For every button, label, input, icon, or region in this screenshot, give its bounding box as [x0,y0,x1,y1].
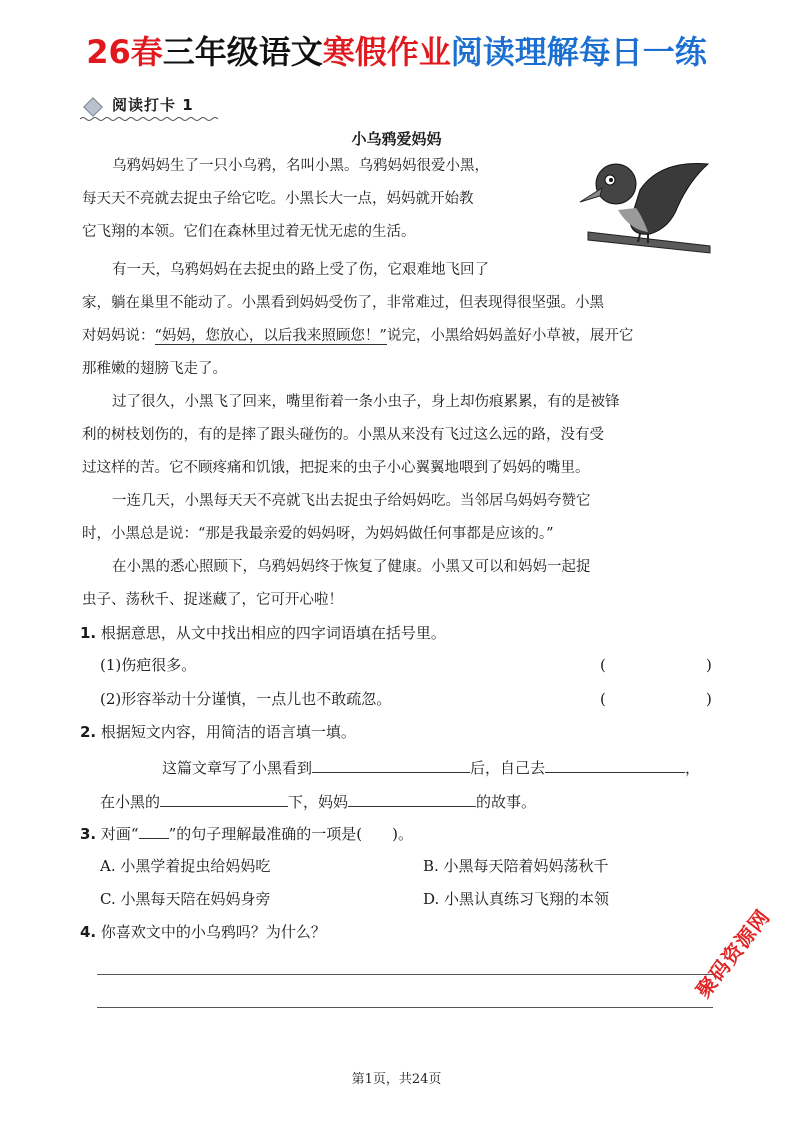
story-title: 小乌鸦爱妈妈 [351,130,442,148]
answer-paren-left: ( [600,656,606,674]
answer-paren-left: ( [600,690,606,708]
answer-paren-right: ) [706,656,712,674]
story-paragraph-3 [82,386,714,485]
fill-blank[interactable] [312,754,470,773]
fill-text: 在小黑的 [100,793,161,811]
question-1-item-1: (1)伤疤很多。 [100,656,197,674]
section-label: 阅读打卡 1 [112,96,194,114]
fill-text: 下，妈妈 [288,793,349,811]
option-d[interactable]: D. 小黑认真练习飞翔的本领 [423,890,610,908]
wavy-underline [80,116,220,122]
option-b[interactable]: B. 小黑每天陪着妈妈荡秋千 [423,857,609,875]
story-paragraph-2 [82,254,714,386]
story-line: 那稚嫩的翅膀飞走了。 [82,361,227,377]
story-line: 说完，小黑给妈妈盖好小草被，展开它 [386,328,634,344]
banner-part-3: 寒假作业 [322,33,451,71]
question-text: 你喜欢文中的小乌鸦吗？为什么？ [100,923,326,941]
underlined-sentence: “妈妈，您放心，以后我来照顾您！” [154,328,387,344]
story-line: 时，小黑总是说：“那是我最亲爱的妈妈呀，为妈妈做任何事都是应该的。” [82,526,554,542]
question-4 [80,919,326,945]
question-number: 4. [80,923,97,941]
story-paragraph-5 [82,551,714,617]
fill-text: 这篇文章写了小黑看到 [162,759,313,777]
story-line: 每天天不亮就去捉虫子给它吃。小黑长大一点，妈妈就开始教 [82,191,474,207]
story-line: 乌鸦妈妈生了一只小乌鸦，名叫小黑。乌鸦妈妈很爱小黑， [112,158,489,174]
answer-paren-right: ) [706,690,712,708]
banner-part-2: 三年级语文 [162,33,323,71]
story-line: 过这样的苦。它不顾疼痛和饥饿，把捉来的虫子小心翼翼地喂到了妈妈的嘴里。 [82,460,590,476]
story-line: 有一天，乌鸦妈妈在去捉虫的路上受了伤，它艰难地飞回了 [112,262,489,278]
story-line: 家，躺在巢里不能动了。小黑看到妈妈受伤了，非常难过，但表现得很坚强。小黑 [82,295,604,311]
question-2-line-2 [100,788,536,815]
question-number: 2. [80,723,97,741]
section-badge [80,92,220,122]
diamond-icon [83,97,103,117]
story-line: 它飞翔的本领。它们在森林里过着无忧无虑的生活。 [82,224,416,240]
banner-title [0,30,793,74]
banner-part-4: 阅读理解每日一练 [450,33,707,71]
page-footer: 第1页，共24页 [351,1072,442,1087]
question-2 [80,719,356,745]
answer-line[interactable] [97,974,713,975]
question-1 [80,620,446,646]
question-text: 对画“ [100,825,139,843]
option-a[interactable]: A. 小黑学着捉虫给妈妈吃 [100,857,271,875]
banner-part-1: 26春 [86,33,163,71]
answer-line[interactable] [97,1007,713,1008]
question-text: 根据短文内容，用简洁的语言填一填。 [100,723,356,741]
story-paragraph-1 [82,150,562,249]
watermark: 聚码资源网 [691,904,775,1003]
question-text: ”的句子理解最准确的一项是( )。 [168,825,413,843]
story-paragraph-4 [82,485,714,551]
story-line: 过了很久，小黑飞了回来，嘴里衔着一条小虫子，身上却伤痕累累，有的是被锋 [112,394,620,410]
crow-illustration [578,150,716,260]
story-line: 对妈妈说： [82,328,155,344]
story-line: 一连几天，小黑每天天不亮就飞出去捉虫子给妈妈吃。当邻居乌妈妈夸赞它 [112,493,591,509]
question-number: 3. [80,825,97,843]
question-number: 1. [80,624,97,642]
story-line: 在小黑的悉心照顾下，乌鸦妈妈终于恢复了健康。小黑又可以和妈妈一起捉 [112,559,591,575]
fill-blank[interactable] [160,788,288,807]
option-c[interactable]: C. 小黑每天陪在妈妈身旁 [100,890,271,908]
fill-text: ， [685,759,701,777]
underline-sample [139,822,169,839]
fill-blank[interactable] [545,754,685,773]
question-2-line-1 [162,754,700,781]
fill-text: 的故事。 [476,793,537,811]
story-line: 利的树枝划伤的，有的是摔了跟头碰伤的。小黑从来没有飞过这么远的路，没有受 [82,427,604,443]
question-text: 根据意思，从文中找出相应的四字词语填在括号里。 [100,624,446,642]
fill-blank[interactable] [348,788,476,807]
story-line: 虫子、荡秋千、捉迷藏了，它可开心啦！ [82,592,343,608]
question-3 [80,821,413,847]
question-1-item-2: (2)形容举动十分谨慎，一点儿也不敢疏忽。 [100,690,392,708]
fill-text: 后，自己去 [470,759,546,777]
